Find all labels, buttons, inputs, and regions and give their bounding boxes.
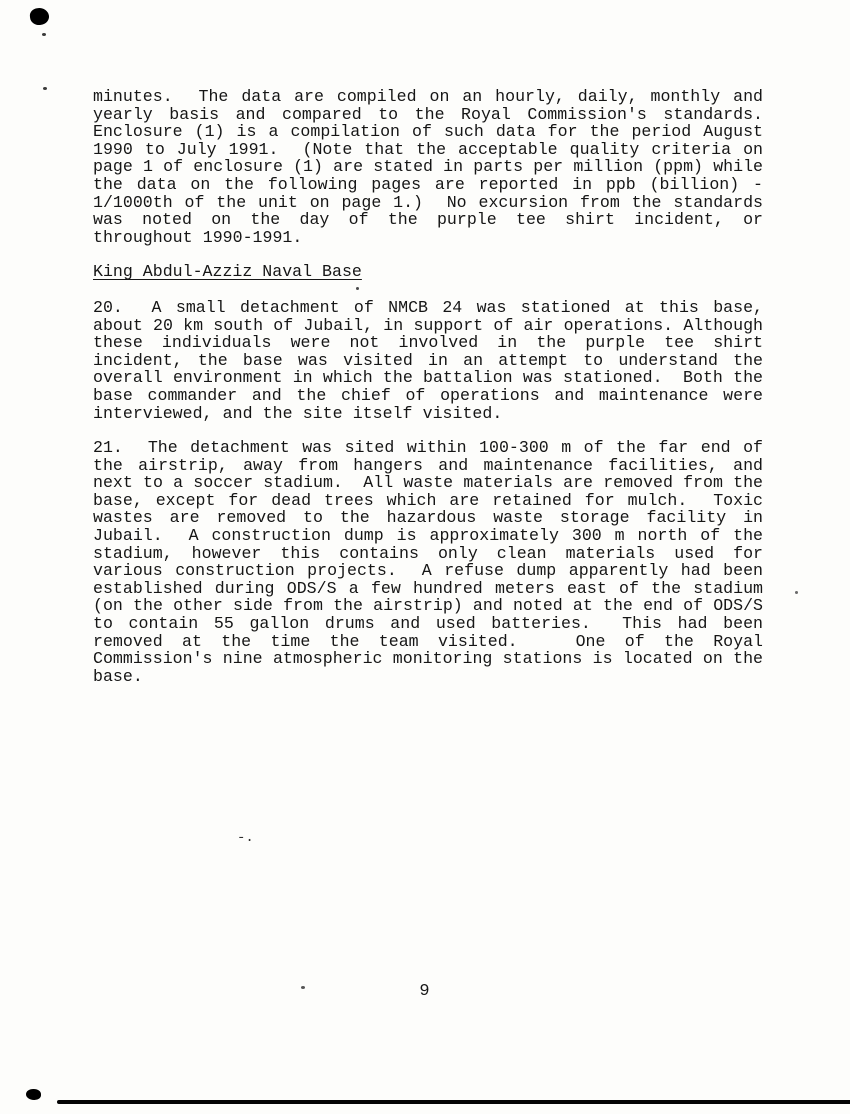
paragraph-21: 21. The detachment was sited within 100-300 m of the far end of the airstrip, away from hangers and maintenance facilities, and next to a soccer stadium. All waste materials are removed from the base, except for dead trees which are retained for mulch. Toxic wastes are removed to the hazardous waste storage facility in Jubail. A construction dump is approximately 300 m north of the stadium, however this contains only clean materials used for various construction projects. A refuse dump apparently had been established during ODS/S a few hundred meters east of the stadium (on the other side from the airstrip) and noted at the end of ODS/S to contain 55 gallon drums and used batteries. This had been removed at the time the team visited. One of the Royal Commission's nine atmospheric monitoring stations is located on the base. (93, 438, 774, 686)
paragraph-continued: minutes. The data are compiled on an hourly, daily, monthly and yearly basis and compared to the Royal Commission's standards. Enclosure (1) is a compilation of such data for the period August 1990 to July 1991. (Note that the acceptable quality criteria on page 1 of enclosure (1) are stated in parts per million (ppm) while the data on the following pages are reported in ppb (billion) - 1/1000th of the unit on page 1.) No excursion from the standards was noted on the day of the purple tee shirt incident, or throughout 1990-1991. (93, 87, 774, 247)
scan-artifact-dot (795, 591, 798, 594)
stray-mark: -. (237, 830, 254, 846)
scan-edge-line (57, 1100, 850, 1104)
scan-artifact-top-left-blob (29, 7, 50, 26)
document-body (93, 87, 774, 702)
paragraph-20: 20. A small detachment of NMCB 24 was stationed at this base, about 20 km south of Jubail, in support of air operations. Although these individuals were not involved in the purple tee shirt incident, the base was visited in an attempt to understand the overall environment in which the battalion was stationed. Both the base commander and the chief of operations and maintenance were interviewed, and the site itself visited. (93, 297, 774, 423)
scan-artifact-bottom-left-blob (26, 1089, 41, 1100)
scan-artifact-dot (43, 87, 47, 90)
scan-artifact-dot (42, 33, 46, 36)
page-number: 9 (419, 982, 431, 1001)
section-heading: King Abdul-Azziz Naval Base (93, 262, 362, 282)
